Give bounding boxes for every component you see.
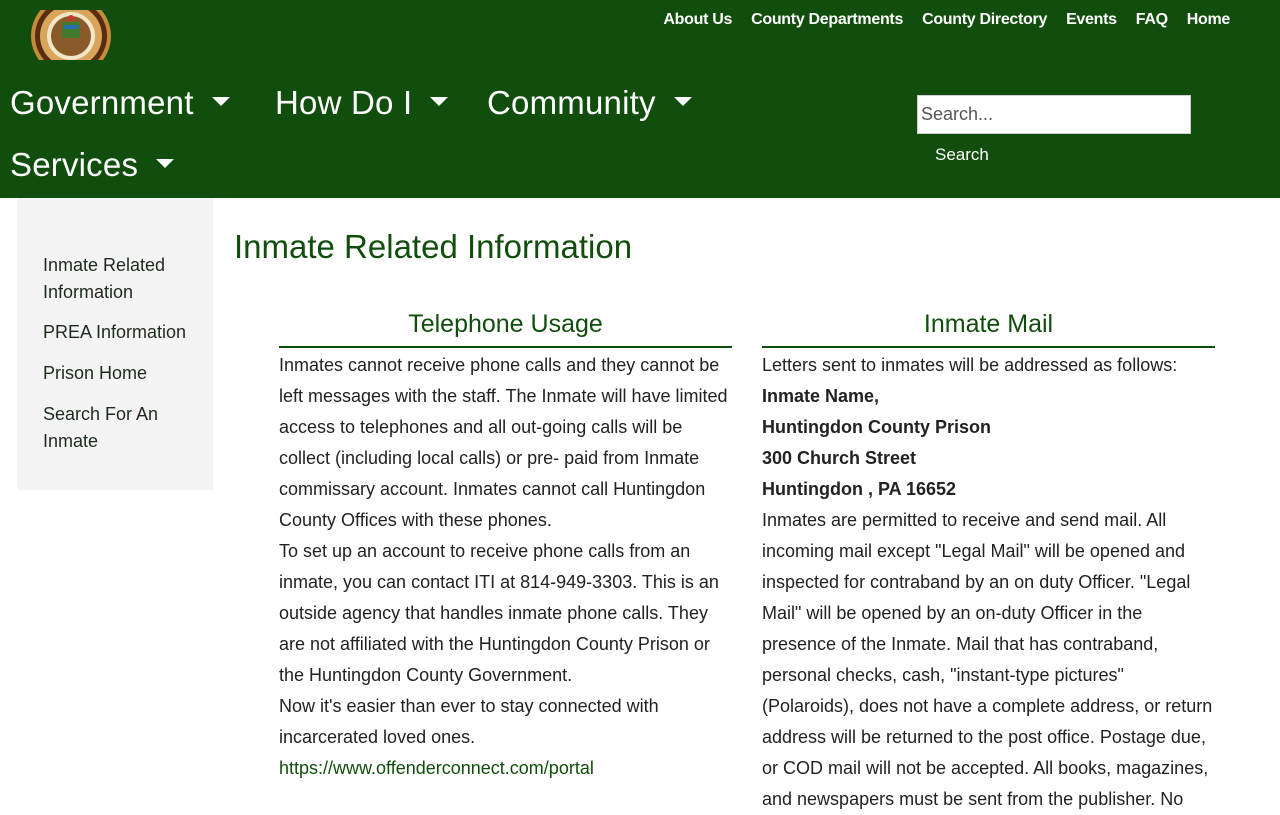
nav-community-label: Community [487,84,656,121]
offender-connect-link[interactable]: https://www.offenderconnect.com/portal [279,758,594,778]
top-link-county-departments[interactable]: County Departments [751,11,904,28]
page-title: Inmate Related Information [234,228,633,265]
nav-government-dropdown[interactable] [10,83,230,123]
top-link-about-us[interactable]: About Us [663,11,733,28]
mail-intro: Letters sent to inmates will be addressed as follows: [762,355,1178,375]
inmate-mail-section [762,306,1215,815]
search-input[interactable] [917,95,1191,134]
sidebar-item-search-for-an-inmate[interactable]: Search For An Inmate [43,404,159,451]
inmate-mail-heading: Inmate Mail [762,306,1215,348]
mail-address-line: Inmate Name, [762,386,880,406]
nav-services-label: Services [10,146,139,183]
utility-nav [663,10,1230,30]
mail-address-line: Huntingdon County Prison [762,417,991,437]
nav-community-dropdown[interactable] [487,83,692,123]
nav-how-do-i-label: How Do I [275,84,413,121]
telephone-paragraph: To set up an account to receive phone calls from an inmate, you can contact ITI at 814-949-3303. This is an outside agency that handles inmate phone calls. They are not affiliated with the Huntingdon County Prison or the Huntingdon County Government. [279,541,719,685]
caret-down-icon [212,97,230,106]
telephone-paragraph: Now it's easier than ever to stay connected with incarcerated loved ones. [279,696,659,747]
caret-down-icon [156,159,174,168]
sidebar-item-prison-home[interactable]: Prison Home [43,363,148,383]
top-link-county-directory[interactable]: County Directory [922,11,1048,28]
sidebar [17,198,213,490]
top-link-faq[interactable]: FAQ [1135,11,1168,28]
caret-down-icon [674,97,692,106]
sidebar-item-inmate-related-information[interactable]: Inmate Related Information [43,255,166,302]
mail-address-line: 300 Church Street [762,448,917,468]
mail-address-line: Huntingdon , PA 16652 [762,479,957,499]
top-link-events[interactable]: Events [1066,11,1117,28]
mail-body: Inmates are permitted to receive and send mail. All incoming mail except "Legal Mail" will be opened and inspected for contraband by an on duty Officer. "Legal Mail" will be opened by an on-duty Officer in the presence of the Inmate. Mail that has contraband, personal checks, cash, "instant-type pictures" (Polaroids), does not have a complete address, or return address will be returned to the post office. Postage due, or COD mail will not be accepted. All books, magazines, and newspapers must be sent from the publisher. No [762,510,1213,809]
telephone-usage-section [279,306,732,784]
caret-down-icon [430,97,448,106]
top-link-home[interactable]: Home [1186,11,1230,28]
telephone-usage-heading: Telephone Usage [279,306,732,348]
county-seal-icon[interactable] [31,10,111,60]
nav-services-dropdown[interactable] [10,145,174,185]
site-header [0,0,1280,198]
telephone-paragraph: Inmates cannot receive phone calls and they cannot be left messages with the staff. The Inmate will have limited access to telephones and all out-going calls will be collect (including local calls) or pre- paid from Inmate commissary account. Inmates cannot call Huntingdon County Offices with these phones. [279,355,728,530]
sidebar-item-prea-information[interactable]: PREA Information [43,322,187,342]
nav-how-do-i-dropdown[interactable] [275,83,448,123]
nav-government-label: Government [10,84,194,121]
search-button[interactable]: Search [935,145,989,164]
